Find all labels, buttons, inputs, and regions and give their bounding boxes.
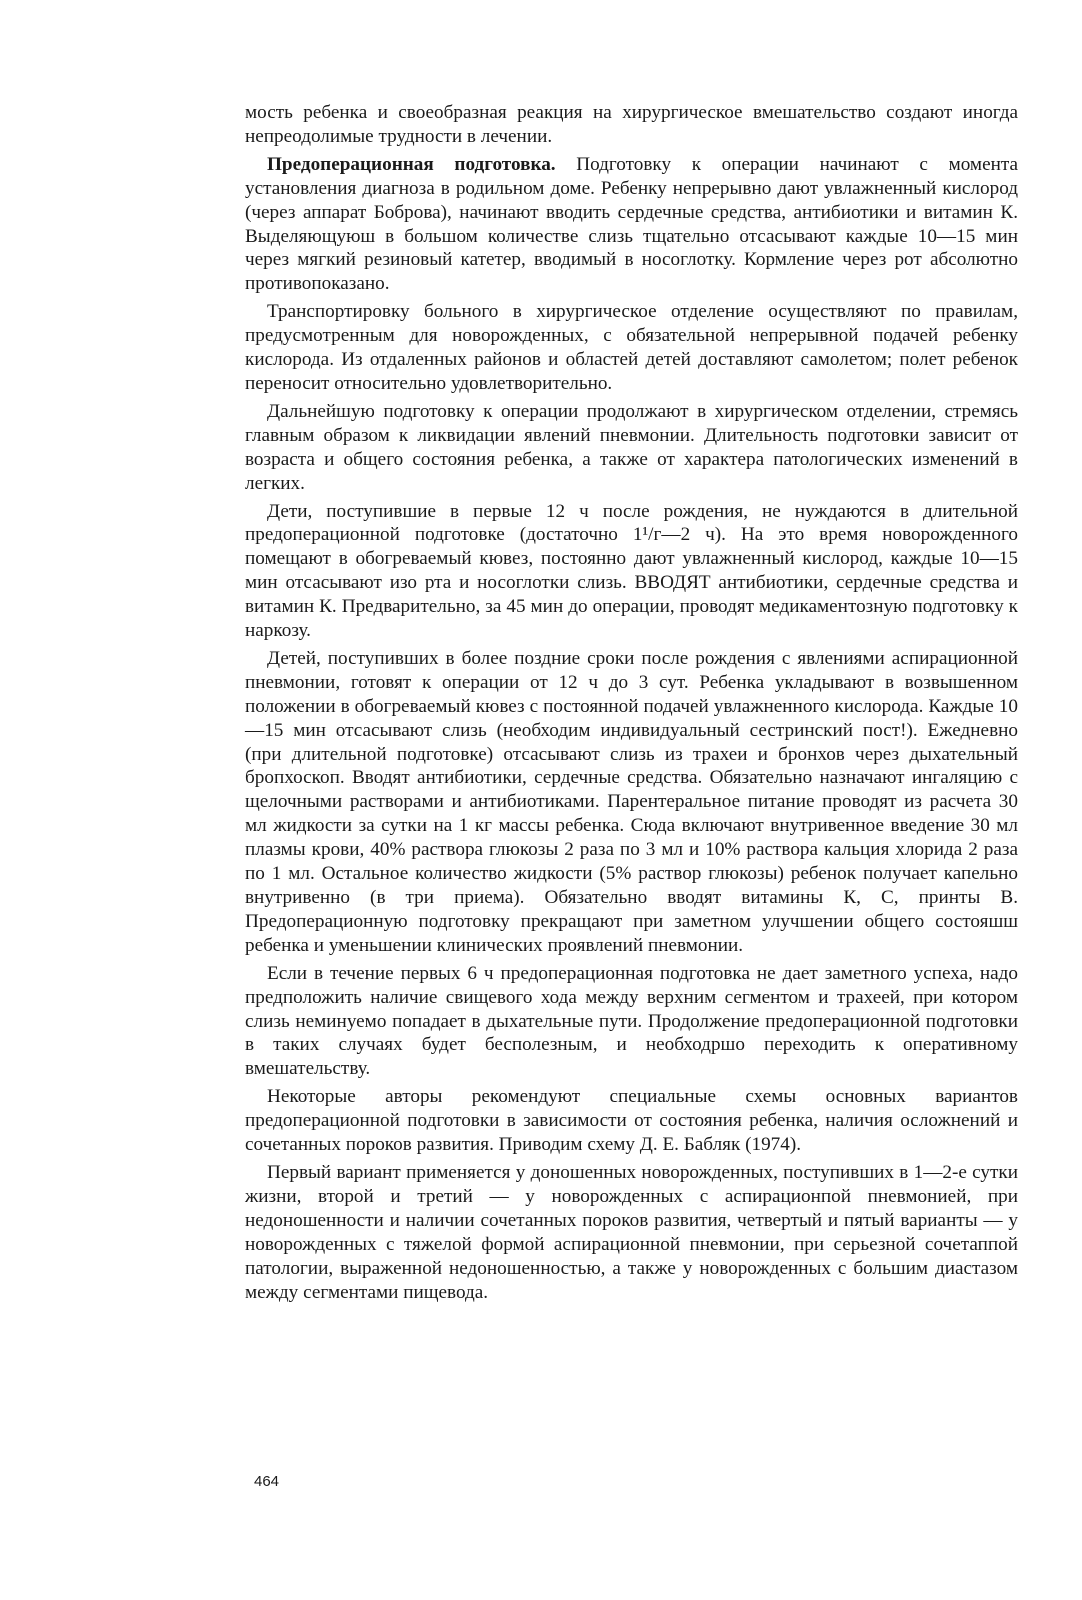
section-heading: Предоперационная подготовка. — [267, 153, 556, 175]
paragraph-first-12-hours — [245, 500, 1018, 643]
paragraph-text: Некоторые авторы рекомендуют специальные схемы основных вариантов предоперационной подготовки в зависимости от состояния ребенка, наличия осложнений и сочетанных пороков развития. Приводим схему Д. Е. Бабляк (1974). — [245, 1086, 1018, 1156]
paragraph-late-admission — [245, 647, 1018, 958]
paragraph-preoperative-preparation — [245, 153, 1018, 296]
paragraph-text: Транспортировку больного в хирургическое отделение осуществляют по правилам, предусмотренным для новорожденных, с обязательной непрерывной подачей ребенку кислорода. Из отдаленных районов и областей детей доставляют самолетом; полет ребенок переносит относительно удовлетворительно. — [245, 301, 1018, 394]
paragraph-text: Дальнейшую подготовку к операции продолжают в хирургическом отделении, стремясь главным образом к ликвидации явлений пневмонии. Длительность подготовки зависит от возраста и общего состояния ребенка, а также от характера патологических изменений в легких. — [245, 400, 1018, 494]
paragraph-text: мость ребенка и своеобразная реакция на хирургическое вмешательство создают иногда непреодолимые трудности в лечении. — [245, 102, 1018, 147]
paragraph-continued — [245, 101, 1018, 149]
paragraph-variants — [245, 1161, 1018, 1304]
paragraph-text: Подготовку к операции начинают с момента установления диагноза в родильном доме. Ребенку непрерывно дают увлажненный кислород (через аппарат Боброва), начинают вводить сердечные средства, антибиотики и витамин К. Выделяющуюш в большом количестве слизь тщательно отсасывают каждые 10—15 мин через мягкий резиновый катетер, вводимый в носоглотку. Кормление через рот абсолютно противопоказано. — [245, 153, 1018, 295]
page-number: 464 — [254, 1473, 280, 1490]
paragraph-schemes — [245, 1085, 1018, 1157]
paragraph-text: Детей, поступивших в более поздние сроки после рождения с явлениями аспирационной пневмонии, готовят к операции от 12 ч до 3 сут. Ребенка укладывают в возвышенном положении в обогреваемый кювез с постоянной подачей увлажненного кислорода. Каждые 10—15 мин отсасывают слизь (необходим индивидуальный сестринский пост!). Ежедневно (при длительной подготовке) отсасывают слизь из трахеи и бронхов через дыхательный бропхоскоп. Вводят антибиотики, сердечные средства. Обязательно назначают ингаляцию с щелочными растворами и антибиотиками. Парентеральное питание проводят из расчета 30 мл жидкости за сутки на 1 кг массы ребенка. Сюда включают внутривенное введение 30 мл плазмы крови, 40% раствора глюкозы 2 раза по 3 мл и 10% раствора кальция хлорида 2 раза по 1 мл. Остальное количество жидкости (5% раствор глюкозы) ребенок получает капельно внутривенно (в три приема). Обязательно вводят витамины К, С, принты В. Предоперационную подготовку прекращают при заметном улучшении общего состояшш ребенка и уменьшении клинических проявлений пневмонии. — [245, 647, 1018, 956]
paragraph-further-preparation — [245, 400, 1018, 496]
page-body — [245, 101, 1018, 1304]
paragraph-no-success — [245, 962, 1018, 1082]
paragraph-transport — [245, 300, 1018, 396]
paragraph-text: Дети, поступившие в первые 12 ч после рождения, не нуждаются в длительной предоперационной подготовке (достаточно 1¹/г—2 ч). На это время новорожденного помещают в обогреваемый кювез, постоянно дают увлажненный кислород, каждые 10—15 мин отсасывают изо рта и носоглотки слизь. ВВОДЯТ антибиотики, сердечные средства и витамин К. Предварительно, за 45 мин до операции, проводят медикаментозную подготовку к наркозу. — [245, 500, 1018, 642]
paragraph-text: Первый вариант применяется у доношенных новорожденных, поступивших в 1—2-е сутки жизни, второй и третий — у новорожденных с аспирационпой пневмонией, при недоношенности и наличии сочетанных пороков развития, четвертый и пятый варианты — у новорожденных с тяжелой формой аспирационной пневмонии, при серьезной сочетаппой патологии, выраженной недоношенностью, а также у новорожденных с большим диастазом между сегментами пищевода. — [245, 1161, 1018, 1303]
paragraph-text: Если в течение первых 6 ч предоперационная подготовка не дает заметного успеха, надо предположить наличие свищевого хода между верхним сегментом и трахеей, при котором слизь неминуемо попадает в дыхательные пути. Продолжение предоперационной подготовки в таких случаях будет бесполезным, и необходршо переходить к оперативному вмешательству. — [245, 962, 1018, 1080]
